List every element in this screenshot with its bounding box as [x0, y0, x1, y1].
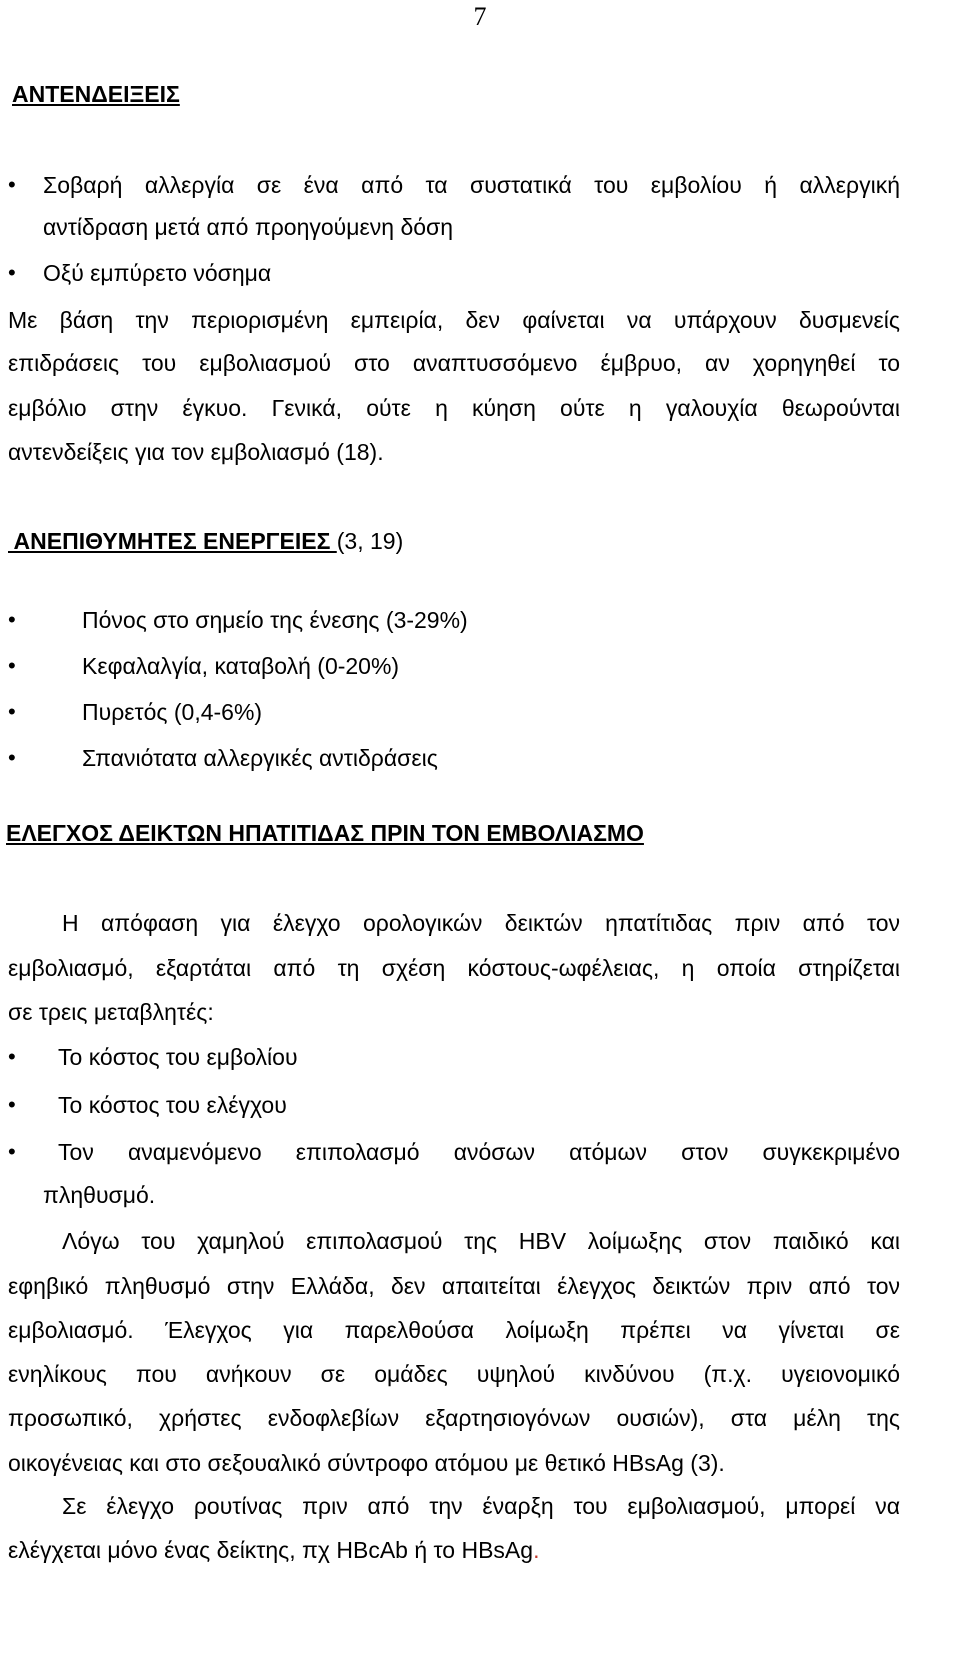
screening-bullet-3-line-2: πληθυσμό. — [43, 1182, 156, 1208]
contra-bullet-1-line-2: αντίδραση μετά από προηγούμενη δόση — [43, 214, 454, 240]
contra-para-line-2: επιδράσεις του εμβολιασμού στο αναπτυσσόμενο έμβρυο, αν χορηγηθεί το — [8, 350, 900, 376]
contra-para-line-3: εμβόλιο στην έγκυο. Γενικά, ούτε η κύηση ούτε η γαλουχία θεωρούνται — [8, 395, 900, 421]
bullet: • — [8, 699, 16, 724]
screening-para2-line-5: προσωπικό, χρήστες ενδοφλεβίων εξαρτησιογόνων ουσιών), στα μέλη της — [8, 1405, 900, 1431]
screening-para2-line-2: εφηβικό πληθυσμό στην Ελλάδα, δεν απαιτείται έλεγχος δεικτών πριν από τον — [8, 1273, 900, 1299]
screening-intro-line-1: Η απόφαση για έλεγχο ορολογικών δεικτών ηπατίτιδας πριν από τον — [62, 910, 900, 936]
final-period: . — [533, 1537, 540, 1563]
heading-adverse-effects-ref: (3, 19) — [336, 528, 404, 554]
bullet: • — [8, 607, 16, 632]
adverse-bullet-3: Πυρετός (0,4-6%) — [82, 699, 263, 725]
bullet: • — [8, 1139, 16, 1164]
heading-contraindications: ΑΝΤΕΝΔΕΙΞΕΙΣ — [12, 81, 180, 107]
screening-para2-line-4: ενηλίκους που ανήκουν σε ομάδες υψηλού κινδύνου (π.χ. υγειονομικό — [8, 1361, 900, 1387]
bullet: • — [8, 172, 16, 197]
adverse-bullet-4: Σπανιότατα αλλεργικές αντιδράσεις — [82, 745, 438, 771]
screening-para2-line-3: εμβολιασμό. Έλεγχος για παρελθούσα λοίμωξη πρέπει να γίνεται σε — [8, 1317, 900, 1343]
adverse-bullet-2: Κεφαλαλγία, καταβολή (0-20%) — [82, 653, 400, 679]
adverse-bullet-1: Πόνος στο σημείο της ένεσης (3-29%) — [82, 607, 468, 633]
screening-bullet-2: Το κόστος του ελέγχου — [58, 1092, 287, 1118]
screening-intro-line-2: εμβολιασμό, εξαρτάται από τη σχέση κόστους-ωφέλειας, η οποία στηρίζεται — [8, 955, 900, 981]
heading-adverse-effects-title: ΑΝΕΠΙΘΥΜΗΤΕΣ ΕΝΕΡΓΕΙΕΣ — [8, 528, 337, 554]
bullet: • — [8, 1092, 16, 1117]
bullet: • — [8, 1044, 16, 1069]
screening-para2-line-6: οικογένειας και στο σεξουαλικό σύντροφο ατόμου με θετικό HBsAg (3). — [8, 1450, 725, 1476]
contra-bullet-2: Οξύ εμπύρετο νόσημα — [43, 260, 272, 286]
heading-screening: ΕΛΕΓΧΟΣ ΔΕΙΚΤΩΝ ΗΠΑΤΙΤΙΔΑΣ ΠΡΙΝ ΤΟΝ ΕΜΒΟΛΙΑΣΜΟ — [6, 820, 644, 846]
screening-para2-line-1: Λόγω του χαμηλού επιπολασμού της HBV λοίμωξης στον παιδικό και — [62, 1228, 900, 1254]
contra-para-line-4: αντενδείξεις για τον εμβολιασμό (18). — [8, 439, 384, 465]
page-number: 7 — [473, 2, 487, 31]
screening-para3-line-2 — [8, 1535, 539, 1565]
screening-bullet-3-line-1: Τον αναμενόμενο επιπολασμό ανόσων ατόμων στον συγκεκριμένο — [58, 1139, 900, 1165]
screening-para3-line-2-text: ελέγχεται μόνο ένας δείκτης, πχ HBcAb ή το HBsAg — [8, 1537, 534, 1563]
bullet: • — [8, 653, 16, 678]
heading-adverse-effects — [8, 526, 403, 556]
bullet: • — [8, 745, 16, 770]
contra-bullet-1-line-1: Σοβαρή αλλεργία σε ένα από τα συστατικά του εμβολίου ή αλλεργική — [43, 172, 900, 198]
screening-bullet-1: Το κόστος του εμβολίου — [58, 1044, 298, 1070]
bullet: • — [8, 260, 16, 285]
screening-intro-line-3: σε τρεις μεταβλητές: — [8, 999, 214, 1025]
screening-para3-line-1: Σε έλεγχο ρουτίνας πριν από την έναρξη του εμβολιασμού, μπορεί να — [62, 1493, 900, 1519]
contra-para-line-1: Με βάση την περιορισμένη εμπειρία, δεν φαίνεται να υπάρχουν δυσμενείς — [8, 307, 900, 333]
